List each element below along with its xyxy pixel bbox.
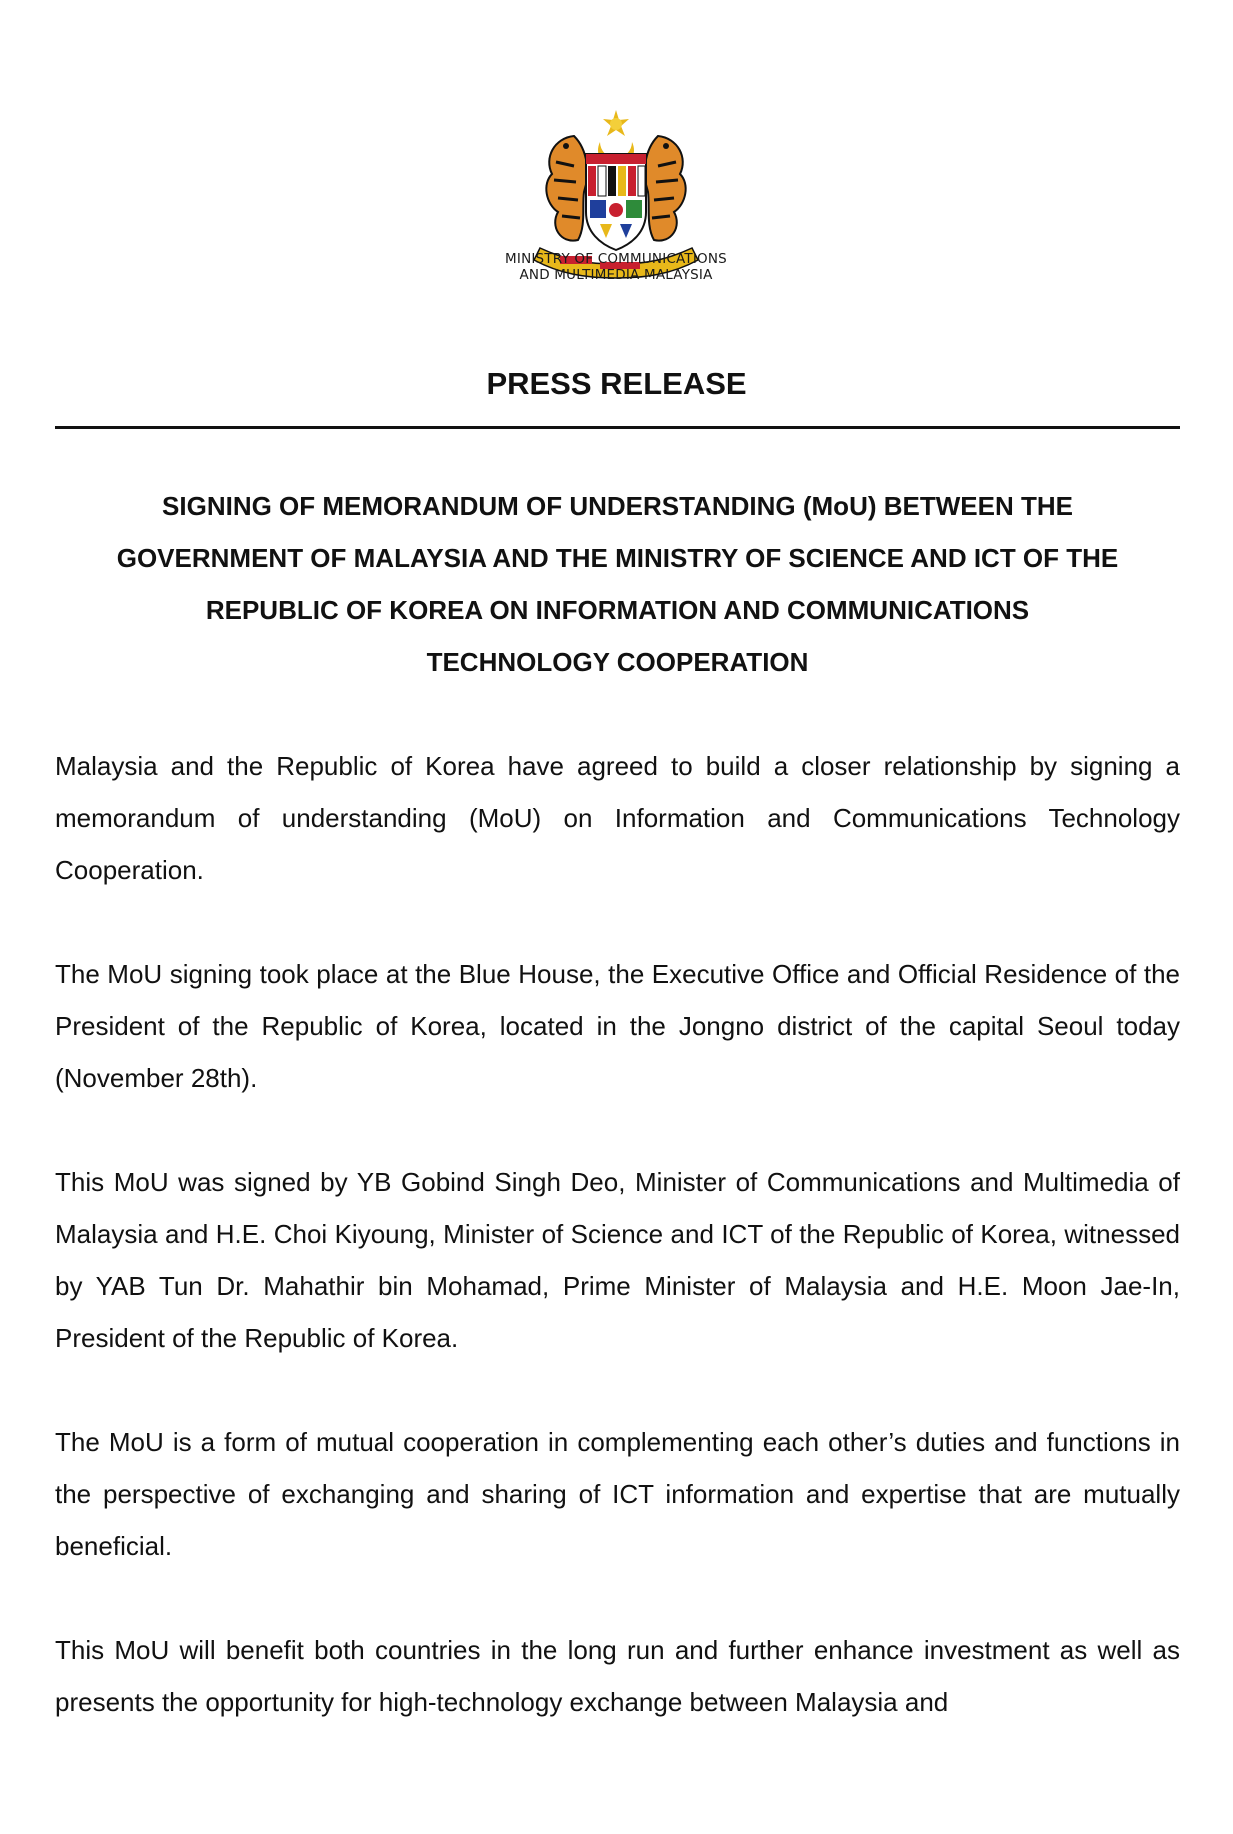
- ministry-name: [416, 251, 816, 283]
- title-divider: [55, 426, 1180, 429]
- paragraph-signing-location: The MoU signing took place at the Blue House, the Executive Office and Official Residence of the President of the Republic of Korea, located in the Jongno district of the capital Seoul today (November 28th).: [55, 959, 1180, 1093]
- headline-line: SIGNING OF MEMORANDUM OF UNDERSTANDING (MoU) BETWEEN THE: [162, 491, 1073, 521]
- headline-line: TECHNOLOGY COOPERATION: [426, 647, 809, 677]
- headline: [55, 480, 1180, 688]
- headline-line: REPUBLIC OF KOREA ON INFORMATION AND COMMUNICATIONS: [205, 595, 1030, 625]
- paragraph-cooperation: The MoU is a form of mutual cooperation in complementing each other’s duties and functions in the perspective of exchanging and sharing of ICT information and expertise that are mutually beneficial.: [55, 1427, 1180, 1561]
- headline-line: GOVERNMENT OF MALAYSIA AND THE MINISTRY OF SCIENCE AND ICT OF THE: [116, 543, 1119, 573]
- body-text: [55, 740, 1180, 1780]
- ministry-name-line-1: MINISTRY OF COMMUNICATIONS: [505, 251, 727, 267]
- press-release-title: PRESS RELEASE: [486, 366, 747, 401]
- paragraph-benefits: This MoU will benefit both countries in the long run and further enhance investment as well as presents the opportunity for high-technology exchange between Malaysia and: [55, 1635, 1180, 1717]
- paragraph-agreement: Malaysia and the Republic of Korea have agreed to build a closer relationship by signing a memorandum of understanding (MoU) on Information and Communications Technology Cooperation.: [55, 751, 1180, 885]
- ministry-name-line-2: AND MULTIMEDIA MALAYSIA: [519, 267, 713, 283]
- paragraph-signatories: This MoU was signed by YB Gobind Singh Deo, Minister of Communications and Multimedia of Malaysia and H.E. Choi Kiyoung, Minister of Science and ICT of the Republic of Korea, witnessed by YAB Tun Dr. Mahathir bin Mohamad, Prime Minister of Malaysia and H.E. Moon Jae-In, President of the Republic of Korea.: [55, 1167, 1180, 1353]
